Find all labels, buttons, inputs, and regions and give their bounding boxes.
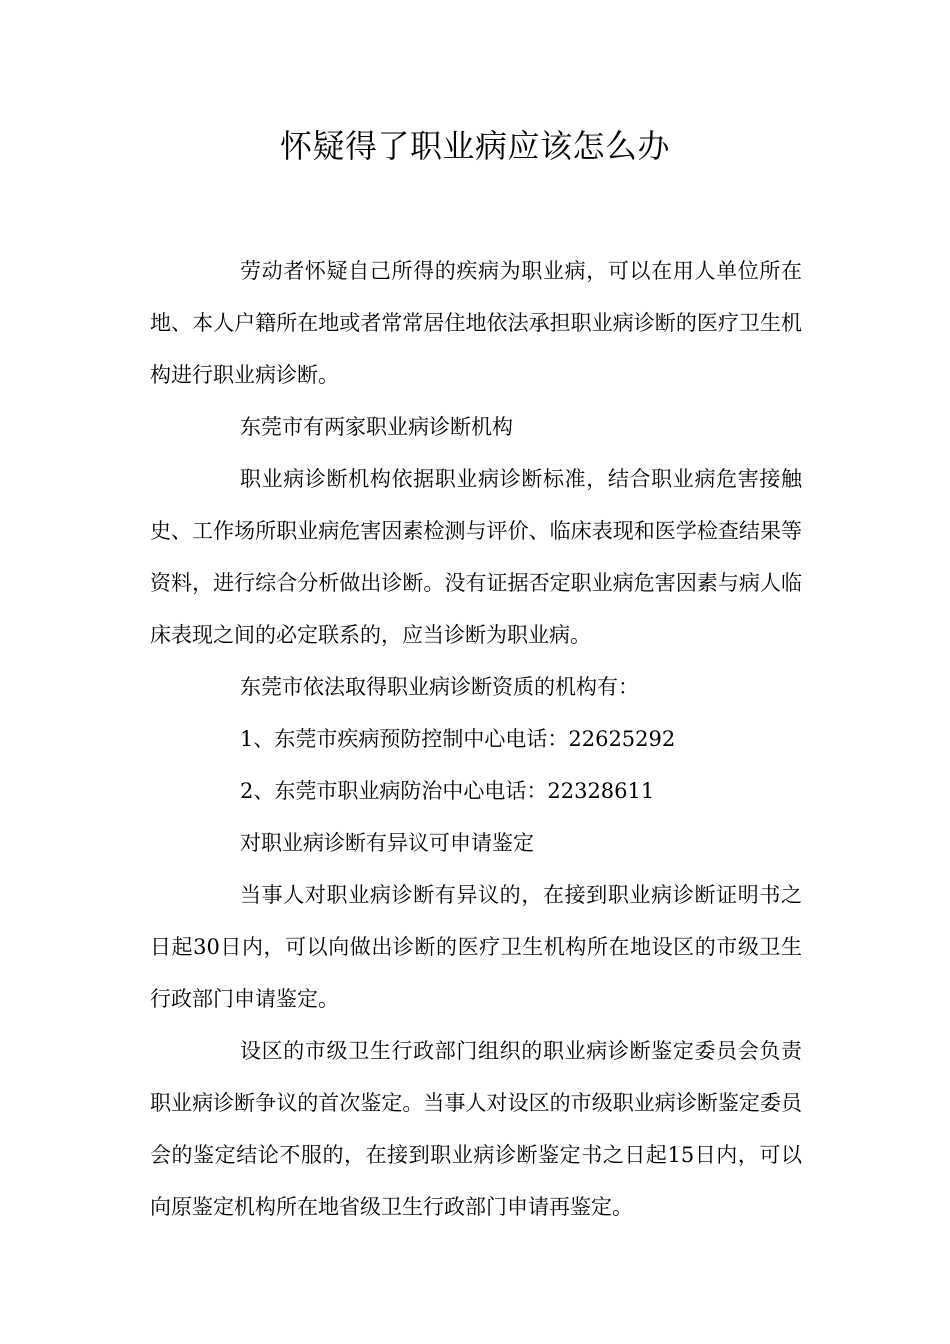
paragraph-institution-2: 2、东莞市职业病防治中心电话：22328611	[240, 779, 655, 803]
paragraph-institution-1: 1、东莞市疾病预防控制中心电话：22625292	[240, 727, 676, 751]
document-title: 怀疑得了职业病应该怎么办	[279, 127, 670, 165]
paragraph-qualified-institutions: 东莞市依法取得职业病诊断资质的机构有：	[240, 675, 639, 699]
paragraph-heading-appraisal: 对职业病诊断有异议可申请鉴定	[240, 831, 534, 855]
paragraph-intro: 劳动者怀疑自己所得的疾病为职业病，可以在用人单位所在地、本人户籍所在地或者常常居住地依法承担职业病诊断的医疗卫生机构进行职业病诊断。	[150, 259, 802, 387]
paragraph-diagnosis-basis: 职业病诊断机构依据职业病诊断标准，结合职业病危害接触史、工作场所职业病危害因素检测与评价、临床表现和医学检查结果等资料，进行综合分析做出诊断。没有证据否定职业病危害因素与病人临床表现之间的必定联系的，应当诊断为职业病。	[150, 467, 802, 647]
paragraph-heading-institutions: 东莞市有两家职业病诊断机构	[240, 415, 513, 439]
document-body	[150, 245, 802, 1233]
paragraph-reappraisal: 设区的市级卫生行政部门组织的职业病诊断鉴定委员会负责职业病诊断争议的首次鉴定。当事人对设区的市级职业病诊断鉴定委员会的鉴定结论不服的，在接到职业病诊断鉴定书之日起15日内，可以向原鉴定机构所在地省级卫生行政部门申请再鉴定。	[150, 1039, 802, 1219]
paragraph-objection: 当事人对职业病诊断有异议的，在接到职业病诊断证明书之日起30日内，可以向做出诊断的医疗卫生机构所在地设区的市级卫生行政部门申请鉴定。	[150, 883, 802, 1011]
